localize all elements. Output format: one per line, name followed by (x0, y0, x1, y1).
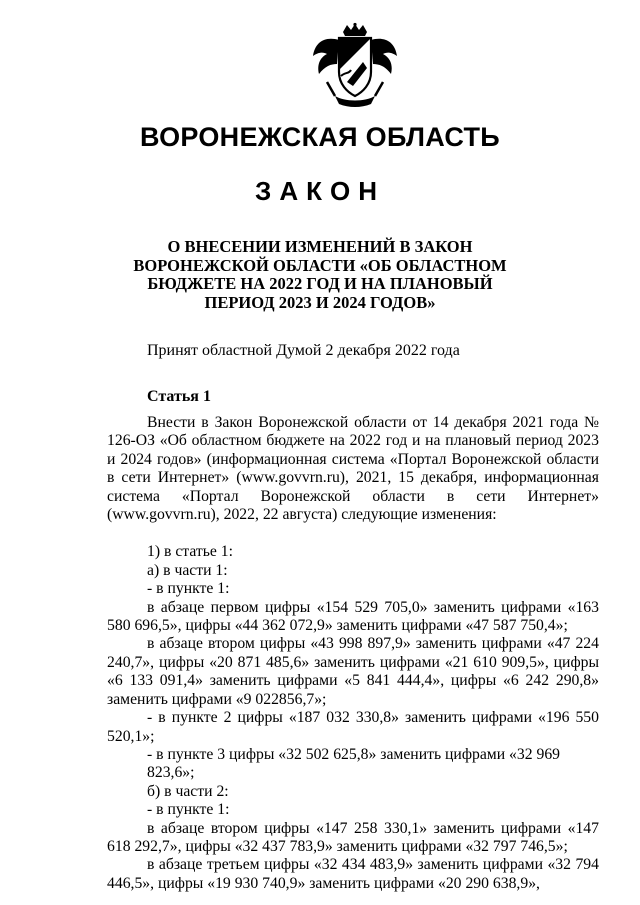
article-heading: Статья 1 (147, 388, 211, 405)
law-title-line: ВОРОНЕЖСКОЙ ОБЛАСТИ «ОБ ОБЛАСТНОМ (133, 255, 507, 275)
list-item: - в пункте 1: (147, 801, 230, 819)
list-item: - в пункте 1: (147, 580, 230, 598)
list-item: - в пункте 2 цифры «187 032 330,8» заменить цифрами «196 550 520,1»; (107, 709, 599, 745)
law-title-line: О ВНЕСЕНИИ ИЗМЕНЕНИЙ В ЗАКОН (167, 237, 473, 256)
adoption-note: Принят областной Думой 2 декабря 2022 года (147, 342, 460, 359)
document-type: ЗАКОН (255, 176, 385, 206)
list-item: в абзаце третьем цифры «32 434 483,9» заменить цифрами «32 794 446,5», цифры «19 930 740,9» заменить цифрами «20 290 638,9», (107, 856, 599, 892)
list-item: в абзаце первом цифры «154 529 705,0» заменить цифрами «163 580 696,5», цифры «44 362 072,9» заменить цифрами «47 587 750,4»; (107, 598, 599, 635)
law-title-line: ПЕРИОД 2023 И 2024 ГОДОВ» (204, 292, 436, 312)
list-item: в абзаце втором цифры «43 998 897,9» заменить цифрами «47 224 240,7», цифры «20 871 485,6» заменить цифрами «21 610 909,5», цифры «6 133 091,4» заменить цифрами «5 841 444,4», цифры «6 242 290,8» заменить цифрами «9 022856,7»; (107, 635, 599, 708)
article-intro: Внести в Закон Воронежской области от 14 декабря 2021 года № 126-ОЗ «Об областном бюджете на 2022 год и на плановый период 2023 и 2024 годов» (информационная система «Портал Воронежской области в сети Интернет» (www.govvrn.ru), 2021, 15 декабря, информационная система «Портал Воронежской области в сети Интернет» (www.govvrn.ru), 2022, 22 августа) следующие изменения: (107, 414, 599, 524)
law-title-line: БЮДЖЕТЕ НА 2022 ГОД И НА ПЛАНОВЫЙ (147, 274, 493, 294)
list-item: б) в части 2: (147, 782, 229, 800)
coat-of-arms-icon (305, 22, 405, 108)
list-item: 1) в статье 1: (147, 543, 233, 561)
list-item: - в пункте 3 цифры «32 502 625,8» заменить цифрами «32 969 823,6»; (147, 745, 561, 782)
law-title (0, 238, 640, 312)
list-item: в абзаце втором цифры «147 258 330,1» заменить цифрами «147 618 292,7», цифры «32 437 783,9» заменить цифрами «32 797 746,5»; (107, 819, 599, 855)
region-name: ВОРОНЕЖСКАЯ ОБЛАСТЬ (139, 122, 501, 152)
list-item: а) в части 1: (147, 561, 228, 579)
article-body (107, 414, 599, 893)
